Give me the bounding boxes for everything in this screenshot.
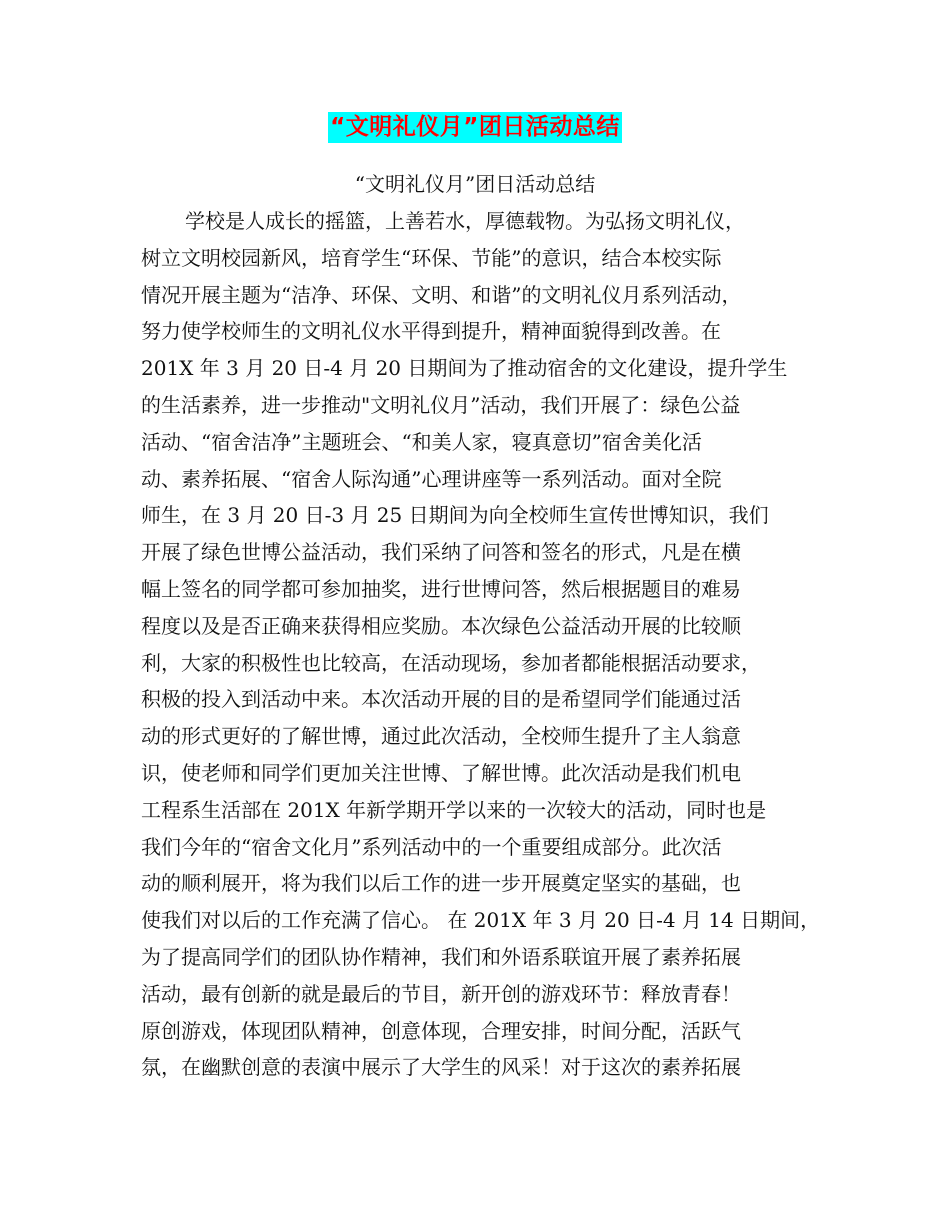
text-line: 树立文明校园新风，培育学生“环保、节能”的意识，结合本校实际 [141, 245, 722, 270]
text-line: 识，使老师和同学们更加关注世博、了解世博。此次活动是我们机电 [141, 760, 741, 785]
document-subtitle: “文明礼仪月”团日活动总结 [354, 172, 596, 196]
text-line: 为了提高同学们的团队协作精神，我们和外语系联谊开展了素养拓展 [141, 944, 741, 969]
text-line: 动的形式更好的了解世博，通过此次活动，全校师生提升了主人翁意 [141, 724, 741, 749]
text-line: 活动、“宿舍洁净”主题班会、“和美人家，寝真意切”宿舍美化活 [141, 429, 702, 454]
text-line: 使我们对以后的工作充满了信心。 在 201X 年 3 月 20 日-4 月 14 日期间， [141, 908, 821, 933]
text-line: 努力使学校师生的文明礼仪水平得到提升，精神面貌得到改善。在 [141, 319, 721, 344]
text-line: 程度以及是否正确来获得相应奖励。本次绿色公益活动开展的比较顺 [141, 613, 741, 638]
text-line: 利，大家的积极性也比较高，在活动现场，参加者都能根据活动要求， [141, 650, 761, 675]
text-line: 201X 年 3 月 20 日-4 月 20 日期间为了推动宿舍的文化建设，提升学生 [141, 356, 788, 381]
text-line: 师生，在 3 月 20 日-3 月 25 日期间为向全校师生宣传世博知识，我们 [141, 503, 769, 528]
text-line: 原创游戏，体现团队精神，创意体现，合理安排，时间分配，活跃气 [141, 1018, 741, 1043]
text-line: 的生活素养，进一步推动"文明礼仪月”活动，我们开展了：绿色公益 [141, 392, 741, 417]
text-line: 动的顺利展开，将为我们以后工作的进一步开展奠定坚实的基础，也 [141, 871, 741, 896]
text-line: 工程系生活部在 201X 年新学期开学以来的一次较大的活动，同时也是 [141, 797, 767, 822]
text-line: 情况开展主题为“洁净、环保、文明、和谐”的文明礼仪月系列活动， [141, 282, 742, 307]
text-line: 氛，在幽默创意的表演中展示了大学生的风采！对于这次的素养拓展 [141, 1055, 741, 1080]
text-line: 我们今年的“宿舍文化月”系列活动中的一个重要组成部分。此次活 [141, 834, 722, 859]
text-line: 动、素养拓展、“宿舍人际沟通”心理讲座等一系列活动。面对全院 [141, 466, 722, 491]
document-title: “文明礼仪月”团日活动总结 [328, 112, 622, 143]
text-line: 活动，最有创新的就是最后的节目，新开创的游戏环节：释放青春！ [141, 981, 741, 1006]
body-paragraph [141, 203, 841, 1086]
text-line: 开展了绿色世博公益活动，我们采纳了问答和签名的形式，凡是在横 [141, 540, 741, 565]
text-line: 积极的投入到活动中来。本次活动开展的目的是希望同学们能通过活 [141, 687, 741, 712]
text-line: 幅上签名的同学都可参加抽奖，进行世博问答，然后根据题目的难易 [141, 576, 741, 601]
text-line: 学校是人成长的摇篮，上善若水，厚德载物。为弘扬文明礼仪， [185, 209, 745, 233]
title-container [0, 112, 950, 143]
